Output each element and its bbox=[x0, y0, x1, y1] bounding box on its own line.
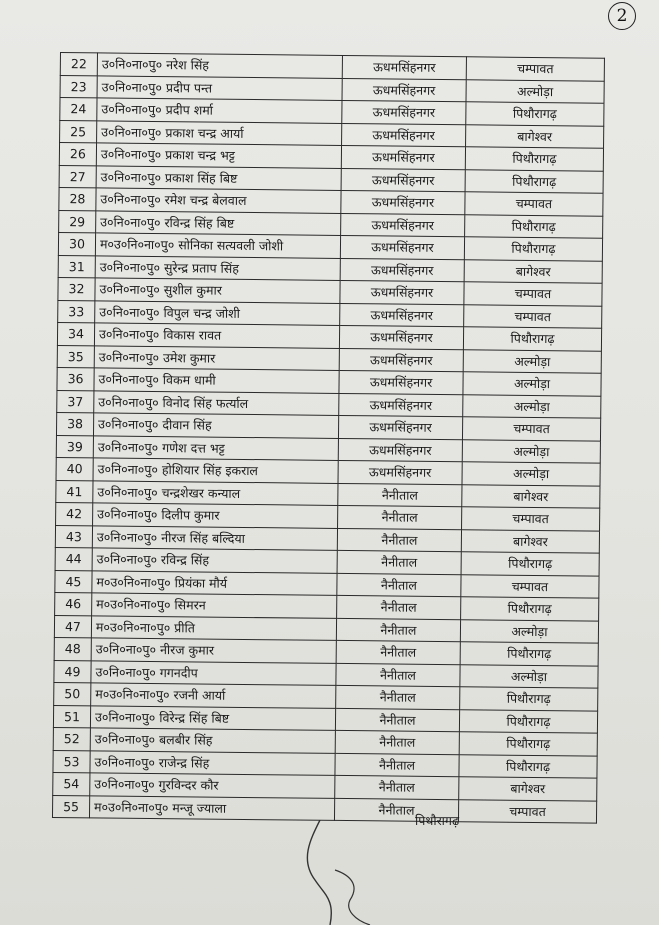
officer-name: उ०नि०ना०पु० गगनदीप bbox=[91, 660, 336, 685]
posted-to-district: अल्मोड़ा bbox=[463, 372, 601, 396]
posted-to-district: पिथौरागढ़ bbox=[465, 147, 603, 171]
from-district: ऊधमसिंहनगर bbox=[342, 123, 466, 147]
posted-to-district: पिथौरागढ़ bbox=[460, 642, 598, 666]
from-district: नैनीताल bbox=[335, 730, 459, 754]
from-district: ऊधमसिंहनगर bbox=[340, 280, 464, 304]
posted-to-district: चम्पावत bbox=[466, 57, 604, 81]
posted-to-district: चम्पावत bbox=[464, 282, 602, 306]
from-district: नैनीताल bbox=[335, 775, 459, 799]
officer-name: उ०नि०ना०पु० विरेन्द्र सिंह बिष्ट bbox=[90, 705, 335, 730]
serial-number: 48 bbox=[54, 637, 91, 660]
serial-number: 52 bbox=[53, 727, 90, 750]
serial-number: 55 bbox=[52, 795, 89, 818]
from-district: ऊधमसिंहनगर bbox=[340, 235, 464, 259]
officer-name: उ०नि०ना०पु० नरेश सिंह bbox=[97, 53, 342, 78]
from-district: नैनीताल bbox=[337, 573, 461, 597]
officer-name: म०उ०नि०ना०पु० प्रियंका मौर्य bbox=[92, 570, 337, 595]
posted-to-district: चम्पावत bbox=[462, 417, 600, 441]
officer-name: उ०नि०ना०पु० विपुल चन्द्र जोशी bbox=[95, 300, 340, 325]
from-district: नैनीताल bbox=[335, 753, 459, 777]
from-district: ऊधमसिंहनगर bbox=[340, 258, 464, 282]
officer-name: उ०नि०ना०पु० प्रकाश चन्द्र भट्ट bbox=[96, 143, 341, 168]
serial-number: 32 bbox=[58, 277, 95, 300]
transfer-table-body bbox=[52, 53, 604, 824]
from-district: ऊधमसिंहनगर bbox=[342, 55, 466, 79]
serial-number: 33 bbox=[58, 300, 95, 323]
page-number: 2 bbox=[608, 2, 636, 30]
posted-to-district: पिथौरागढ़ bbox=[459, 732, 597, 756]
from-district: ऊधमसिंहनगर bbox=[338, 460, 462, 484]
transfer-list bbox=[52, 52, 605, 824]
officer-name: म०उ०नि०ना०पु० सिमरन bbox=[92, 593, 337, 618]
serial-number: 30 bbox=[58, 232, 95, 255]
serial-number: 26 bbox=[59, 143, 96, 166]
posted-to-district: अल्मोड़ा bbox=[463, 349, 601, 373]
serial-number: 41 bbox=[56, 480, 93, 503]
posted-to-district: चम्पावत bbox=[458, 799, 596, 823]
officer-name: उ०नि०ना०पु० बलबीर सिंह bbox=[90, 728, 335, 753]
from-district: ऊधमसिंहनगर bbox=[339, 348, 463, 372]
serial-number: 35 bbox=[57, 345, 94, 368]
from-district: ऊधमसिंहनगर bbox=[339, 393, 463, 417]
posted-to-district: बागेश्वर bbox=[462, 484, 600, 508]
officer-name: उ०नि०ना०पु० विकम धामी bbox=[94, 368, 339, 393]
posted-to-district: बागेश्वर bbox=[461, 529, 599, 553]
posted-to-district: पिथौरागढ़ bbox=[459, 754, 597, 778]
serial-number: 29 bbox=[59, 210, 96, 233]
officer-name: म०उ०नि०ना०पु० रजनी आर्या bbox=[91, 683, 336, 708]
serial-number: 43 bbox=[55, 525, 92, 548]
posted-to-district: बागेश्वर bbox=[466, 124, 604, 148]
serial-number: 22 bbox=[60, 53, 97, 76]
posted-to-district: बागेश्वर bbox=[459, 777, 597, 801]
posted-to-district: अल्मोड़ा bbox=[463, 394, 601, 418]
officer-name: उ०नि०ना०पु० दीवान सिंह bbox=[93, 413, 338, 438]
serial-number: 34 bbox=[57, 322, 94, 345]
officer-name: उ०नि०ना०पु० प्रकाश चन्द्र आर्या bbox=[97, 120, 342, 145]
officer-name: उ०नि०ना०पु० गुरविन्दर कौर bbox=[90, 773, 335, 798]
officer-name: उ०नि०ना०पु० सुरेन्द्र प्रताप सिंह bbox=[95, 255, 340, 280]
serial-number: 47 bbox=[54, 615, 91, 638]
from-district: ऊधमसिंहनगर bbox=[340, 303, 464, 327]
from-district: ऊधमसिंहनगर bbox=[339, 370, 463, 394]
posted-to-district: पिथौरागढ़ bbox=[463, 327, 601, 351]
from-district: नैनीताल bbox=[337, 595, 461, 619]
officer-name: उ०नि०ना०पु० उमेश कुमार bbox=[94, 345, 339, 370]
posted-to-district: पिथौरागढ़ bbox=[465, 169, 603, 193]
officer-name: उ०नि०ना०पु० प्रकाश सिंह बिष्ट bbox=[96, 165, 341, 190]
officer-name: उ०नि०ना०पु० रमेश चन्द्र बेलवाल bbox=[96, 188, 341, 213]
from-district: नैनीताल bbox=[337, 528, 461, 552]
from-district: नैनीताल bbox=[334, 798, 458, 822]
from-district: ऊधमसिंहनगर bbox=[339, 325, 463, 349]
from-district: नैनीताल bbox=[336, 663, 460, 687]
serial-number: 54 bbox=[53, 772, 90, 795]
from-district: ऊधमसिंहनगर bbox=[341, 168, 465, 192]
serial-number: 40 bbox=[56, 457, 93, 480]
serial-number: 46 bbox=[55, 592, 92, 615]
from-district: ऊधमसिंहनगर bbox=[338, 415, 462, 439]
officer-name: उ०नि०ना०पु० राजेन्द्र सिंह bbox=[90, 750, 335, 775]
officer-name: उ०नि०ना०पु० गणेश दत्त भट्ट bbox=[93, 435, 338, 460]
serial-number: 51 bbox=[53, 705, 90, 728]
officer-name: उ०नि०ना०पु० नीरज सिंह बल्दिया bbox=[92, 525, 337, 550]
transfer-table bbox=[52, 52, 605, 824]
from-district: नैनीताल bbox=[336, 640, 460, 664]
posted-to-district: चम्पावत bbox=[464, 304, 602, 328]
officer-name: उ०नि०ना०पु० रविन्द्र सिंह बिष्ट bbox=[96, 210, 341, 235]
officer-name: उ०नि०ना०पु० सुशील कुमार bbox=[95, 278, 340, 303]
officer-name: उ०नि०ना०पु० विकास रावत bbox=[94, 323, 339, 348]
serial-number: 37 bbox=[57, 390, 94, 413]
serial-number: 28 bbox=[59, 187, 96, 210]
posted-to-district: अल्मोड़ा bbox=[460, 619, 598, 643]
posted-to-district: अल्मोड़ा bbox=[466, 79, 604, 103]
serial-number: 45 bbox=[55, 570, 92, 593]
posted-to-district: अल्मोड़ा bbox=[462, 439, 600, 463]
serial-number: 23 bbox=[60, 75, 97, 98]
serial-number: 44 bbox=[55, 547, 92, 570]
serial-number: 53 bbox=[53, 750, 90, 773]
officer-name: उ०नि०ना०पु० प्रदीप पन्त bbox=[97, 75, 342, 100]
officer-name: उ०नि०ना०पु० नीरज कुमार bbox=[91, 638, 336, 663]
last-row-extra-posting: पिथौरागढ़ bbox=[415, 813, 459, 828]
posted-to-district: पिथौरागढ़ bbox=[460, 687, 598, 711]
posted-to-district: पिथौरागढ़ bbox=[461, 597, 599, 621]
officer-name: उ०नि०ना०पु० होशियार सिंह इकराल bbox=[93, 458, 338, 483]
from-district: ऊधमसिंहनगर bbox=[341, 145, 465, 169]
posted-to-district: चम्पावत bbox=[465, 192, 603, 216]
serial-number: 38 bbox=[56, 412, 93, 435]
from-district: ऊधमसिंहनगर bbox=[338, 438, 462, 462]
serial-number: 49 bbox=[54, 660, 91, 683]
posted-to-district: पिथौरागढ़ bbox=[466, 102, 604, 126]
serial-number: 25 bbox=[60, 120, 97, 143]
posted-to-district: पिथौरागढ़ bbox=[465, 214, 603, 238]
serial-number: 31 bbox=[58, 255, 95, 278]
officer-name: म०उ०नि०ना०पु० मन्जू ज्याला bbox=[89, 795, 334, 820]
officer-name: उ०नि०ना०पु० रविन्द्र सिंह bbox=[92, 548, 337, 573]
posted-to-district: अल्मोड़ा bbox=[462, 462, 600, 486]
officer-name: म०उ०नि०ना०पु० सोनिका सत्यवली जोशी bbox=[95, 233, 340, 258]
posted-to-district: अल्मोड़ा bbox=[460, 664, 598, 688]
from-district: नैनीताल bbox=[338, 483, 462, 507]
from-district: नैनीताल bbox=[336, 618, 460, 642]
from-district: नैनीताल bbox=[338, 505, 462, 529]
officer-name: उ०नि०ना०पु० दिलीप कुमार bbox=[93, 503, 338, 528]
serial-number: 36 bbox=[57, 367, 94, 390]
officer-name: उ०नि०ना०पु० विनोद सिंह फर्त्याल bbox=[94, 390, 339, 415]
posted-to-district: पिथौरागढ़ bbox=[461, 552, 599, 576]
serial-number: 42 bbox=[56, 502, 93, 525]
from-district: नैनीताल bbox=[337, 550, 461, 574]
from-district: नैनीताल bbox=[336, 685, 460, 709]
serial-number: 24 bbox=[60, 98, 97, 121]
table-row bbox=[52, 795, 596, 823]
serial-number: 39 bbox=[56, 435, 93, 458]
posted-to-district: चम्पावत bbox=[461, 574, 599, 598]
from-district: ऊधमसिंहनगर bbox=[341, 190, 465, 214]
serial-number: 27 bbox=[59, 165, 96, 188]
officer-name: म०उ०नि०ना०पु० प्रीति bbox=[91, 615, 336, 640]
posted-to-district: पिथौरागढ़ bbox=[464, 237, 602, 261]
signature-mark bbox=[290, 820, 410, 925]
from-district: नैनीताल bbox=[335, 708, 459, 732]
officer-name: उ०नि०ना०पु० चन्द्रशेखर कन्याल bbox=[93, 480, 338, 505]
from-district: ऊधमसिंहनगर bbox=[342, 78, 466, 102]
officer-name: उ०नि०ना०पु० प्रदीप शर्मा bbox=[97, 98, 342, 123]
from-district: ऊधमसिंहनगर bbox=[341, 213, 465, 237]
posted-to-district: बागेश्वर bbox=[464, 259, 602, 283]
posted-to-district: चम्पावत bbox=[462, 507, 600, 531]
serial-number: 50 bbox=[54, 682, 91, 705]
from-district: ऊधमसिंहनगर bbox=[342, 100, 466, 124]
posted-to-district: पिथौरागढ़ bbox=[459, 709, 597, 733]
